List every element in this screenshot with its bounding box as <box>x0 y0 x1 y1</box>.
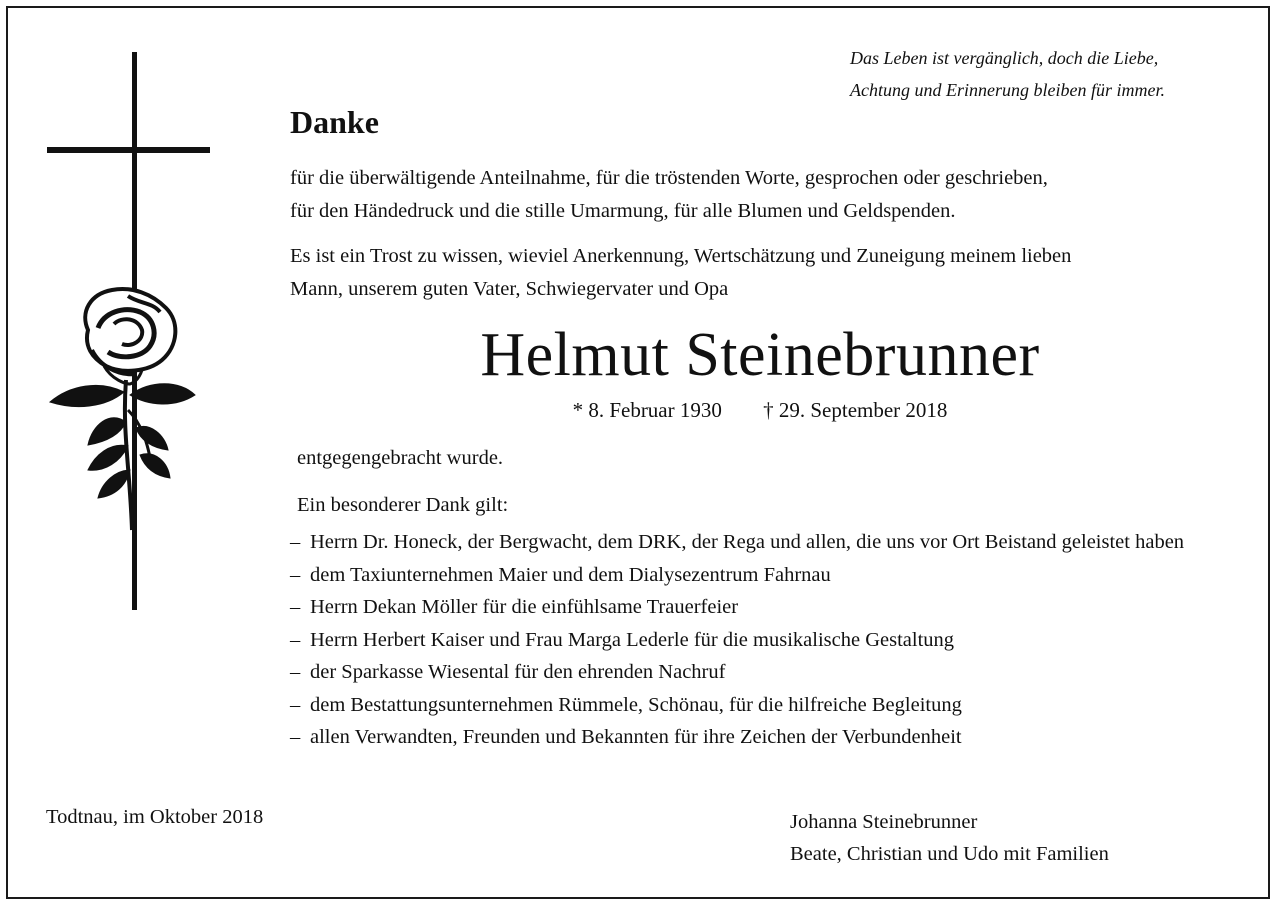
motto-line: Das Leben ist vergänglich, doch die Liebe, <box>850 48 1159 68</box>
dash-bullet: – <box>290 628 301 651</box>
special-thanks-list <box>290 526 1250 754</box>
page-title: Danke <box>290 104 379 140</box>
list-item-text: allen Verwandten, Freunden und Bekannten für ihre Zeichen der Verbundenheit <box>310 726 962 748</box>
motto-quote <box>850 42 1230 106</box>
dash-bullet: – <box>290 531 301 553</box>
list-item <box>290 526 1250 559</box>
dash-bullet: – <box>290 563 301 586</box>
list-item <box>290 721 1250 754</box>
list-item <box>290 689 1250 722</box>
list-item-text: der Sparkasse Wiesental für den ehrenden Nachruf <box>310 661 726 683</box>
list-item <box>290 591 1250 624</box>
cross-icon <box>40 50 210 620</box>
list-item <box>290 559 1250 592</box>
dash-bullet: – <box>290 726 301 748</box>
special-thanks-title: Ein besonderer Dank gilt: <box>297 494 509 516</box>
list-item-text: dem Taxiunternehmen Maier und dem Dialysezentrum Fahrnau <box>310 563 831 586</box>
paragraph-line: Es ist ein Trost zu wissen, wieviel Anerkennung, Wertschätzung und Zuneigung meinem lieben <box>290 245 1072 267</box>
dash-bullet: – <box>290 693 301 716</box>
death-date: † 29. September 2018 <box>763 398 948 422</box>
comfort-paragraph <box>290 240 1250 306</box>
dash-bullet: – <box>290 661 301 683</box>
rose-icon <box>50 289 195 530</box>
birth-date: * 8. Februar 1930 <box>572 398 722 422</box>
list-item-text: Herrn Dekan Möller für die einfühlsame Trauerfeier <box>310 596 739 618</box>
signer-line: Beate, Christian und Udo mit Familien <box>790 843 1109 865</box>
thanks-paragraph <box>290 162 1250 228</box>
signer-line: Johanna Steinebrunner <box>790 811 978 833</box>
signers <box>790 806 1109 870</box>
list-item <box>290 656 1250 689</box>
place-and-date: Todtnau, im Oktober 2018 <box>46 806 264 828</box>
deceased-name: Helmut Steinebrunner <box>480 321 1040 389</box>
list-item-text: dem Bestattungsunternehmen Rümmele, Schönau, für die hilfreiche Begleitung <box>310 693 962 716</box>
life-dates <box>290 398 1230 423</box>
dash-bullet: – <box>290 596 301 618</box>
paragraph-line: Mann, unserem guten Vater, Schwiegervater und Opa <box>290 278 729 300</box>
paragraph-line: für den Händedruck und die stille Umarmung, für alle Blumen und Geldspenden. <box>290 200 956 222</box>
continuation-text: entgegengebracht wurde. <box>297 447 504 469</box>
paragraph-line: für die überwältigende Anteilnahme, für die tröstenden Worte, gesprochen oder geschrieben, <box>290 167 1048 189</box>
motto-line: Achtung und Erinnerung bleiben für immer. <box>850 80 1165 100</box>
list-item-text: Herrn Dr. Honeck, der Bergwacht, dem DRK, der Rega und allen, die uns vor Ort Beistand geleistet haben <box>310 531 1185 553</box>
list-item <box>290 624 1250 657</box>
list-item-text: Herrn Herbert Kaiser und Frau Marga Lederle für die musikalische Gestaltung <box>310 628 955 651</box>
